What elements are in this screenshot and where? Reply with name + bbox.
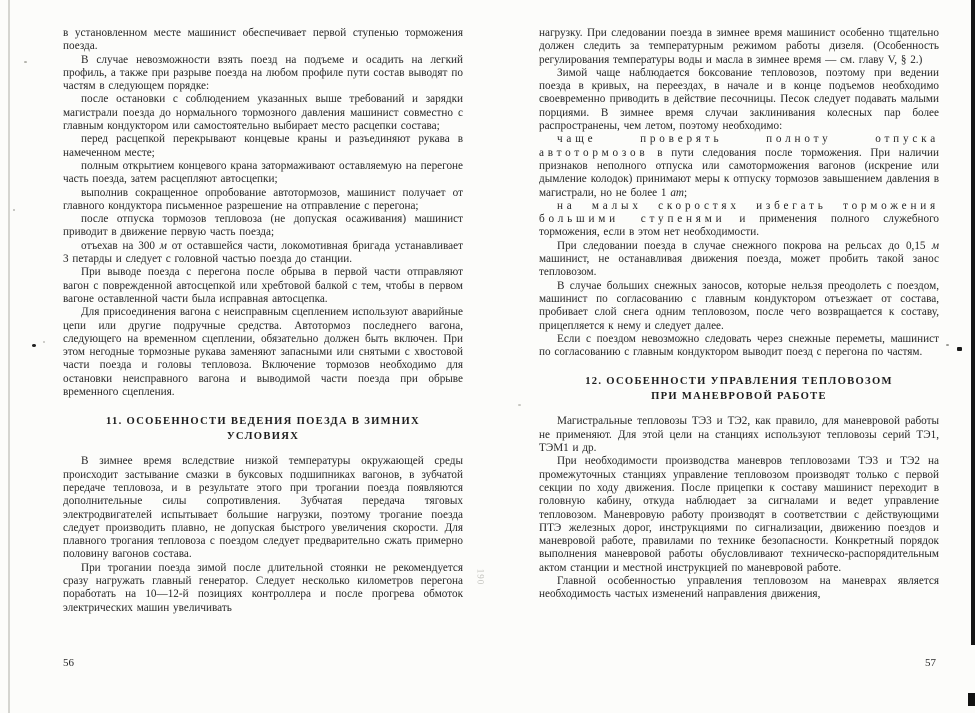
text-segment: машинист, не останавливая движения поезда, может пробить такой занос тепловозом. <box>539 253 939 279</box>
paragraph <box>63 306 463 399</box>
text-segment: выполнив сокращенное опробование автотормозов, машинист получает от главного кондуктора письменное разрешение на отправление с перегона; <box>63 186 463 212</box>
text-segment: В зимнее время вследствие низкой температуры окружающей среды происходит застывание смазки в буксовых подшипниках вагонов, в зубчатой передаче тепловоза, и в результате этого при трогании поезда появляются дополнительные силы сопротивления. Зубчатая передача тяговых электродвигателей испытывает большие нагрузки, поэтому трогание поезда следует производить плавно, не допуская быстрого увеличения скорости. Для плавного трогания тепловоза с поездом следует предварительно сжать примерно половину вагонов состава. <box>63 455 463 561</box>
text-segment: Главной особенностью управления тепловозом на маневрах является необходимость частых изменений направления движения, <box>539 574 939 601</box>
paragraph <box>63 54 463 94</box>
text-segment: ; <box>684 186 688 199</box>
scan-speck <box>32 344 36 347</box>
paragraph <box>539 455 939 575</box>
text-segment: в пути следования после торможения. При наличии признаков неполного отпуска или самоторможения вагонов (искрение или дымление колодок) принимают меры к отпуску тормозов завышением давления в магистрали, но не более 1 <box>539 146 939 199</box>
section-heading: 11. ОСОБЕННОСТИ ВЕДЕНИЯ ПОЕЗДА В ЗИМНИХ УСЛОВИЯХ <box>106 416 420 443</box>
scan-speck <box>43 341 45 343</box>
left-page-column <box>63 27 463 615</box>
text-segment: отъехав на 300 <box>81 239 160 252</box>
paragraph <box>63 27 463 54</box>
paragraph <box>539 333 939 360</box>
scan-speck <box>13 209 15 211</box>
text-segment: от оставшейся части, локомотивная бригада устанавливает 3 петарды и следует с головной частью поезда до станции. <box>63 239 463 266</box>
scan-speck <box>518 404 521 406</box>
text-segment: В случае невозможности взять поезд на подъеме и осадить на легкий профиль, а также при разрыве поезда на любом профиле пути состав выводят по частям в следующем порядке: <box>63 53 463 93</box>
text-segment: Зимой чаще наблюдается боксование тепловозов, поэтому при ведении поезда в кривых, на переездах, в начале и в конце подъемов необходимо своевременно приводить в действие песочницы. Песок следует подавать малыми порциями. В зимнее время случаи заклинивания колесных пар более распространены, чем летом, поэтому необходимо: <box>539 66 939 133</box>
paragraph <box>63 562 463 615</box>
paragraph <box>539 133 939 199</box>
paragraph <box>539 27 939 67</box>
paragraph <box>63 187 463 214</box>
section-heading: 12. ОСОБЕННОСТИ УПРАВЛЕНИЯ ТЕПЛОВОЗОМ ПРИ МАНЕВРОВОЙ РАБОТЕ <box>585 376 893 403</box>
text-segment: При следовании поезда в случае снежного покрова на рельсах до 0,15 <box>557 239 932 252</box>
paragraph <box>63 160 463 187</box>
paragraph <box>63 133 463 160</box>
paragraph <box>63 93 463 133</box>
paragraph <box>539 240 939 280</box>
paragraph <box>63 213 463 240</box>
text-segment: нагрузку. При следовании поезда в зимнее время машинист особенно тщательно должен следить за температурным режимом работы дизеля. (Особенность регулирования температуры воды и масла в зимнее время — см. главу V, § 2.) <box>539 27 939 66</box>
text-segment: после остановки с соблюдением указанных выше требований и зарядки магистрали поезда до нормального тормозного давления машинист совместно с главным кондуктором или самостоятельно выбирает место расцепки состава; <box>63 93 463 133</box>
paragraph <box>539 280 939 333</box>
text-segment: При выводе поезда с перегона после обрыва в первой части отправляют вагон с поврежденной автосцепкой или хребтовой балкой с тем, чтобы в первом вагоне оставленной части была исправная автосцепка. <box>63 266 463 305</box>
text-segment-italic: м <box>931 239 939 252</box>
text-segment-italic: ат <box>670 186 685 199</box>
text-segment: Если с поездом невозможно следовать через снежные переметы, машинист по согласованию с главным кондуктором выводит поезд с перегона по частям. <box>539 332 939 359</box>
text-segment: и применения полного служебного торможения, если в этом нет необходимости. <box>539 213 939 239</box>
text-segment: Магистральные тепловозы ТЭ3 и ТЭ2, как правило, для маневровой работы не применяют. Для этой цели на станциях используют тепловозы серий ТЭ1, ТЭМ1 и др. <box>539 415 939 455</box>
gutter-sheet-number: 190 <box>475 568 486 586</box>
text-segment-italic: м <box>159 239 167 252</box>
text-segment: Для присоединения вагона с неисправным сцеплением используют аварийные цепи или другие подручные средства. Автотормоз последнего вагона, следующего на временном сцеплении, обязательно должен быть включен. При этом негодные тормозные рукава заменяют запасными или снятыми с хвостовой части поезда и головы тепловоза. Включение тормозов необходимо для остановки неисправного вагона и выводимой части поезда при обрыве временного сцепления. <box>63 306 463 399</box>
paragraph <box>539 415 939 455</box>
scan-speck <box>957 347 962 351</box>
page-number-left: 56 <box>63 657 74 669</box>
paragraph <box>539 67 939 133</box>
text-segment: При необходимости производства маневров тепловозами ТЭ3 и ТЭ2 на промежуточных станциях управление тепловозом производят только с первой секции по ходу движения. После прицепки к составу машинист переходит в головную кабину, откуда наблюдает за сигналами и ведет управление тепловозом. Маневровую работу производят в соответствии с действующими ПТЭ железных дорог, инструкциями по сигнализации, движению поездов и маневровой работе, правилами по технике безопасности. Конкретный порядок выполнения маневровой работы обусловливают техническо-распорядительным актом станции и местной инструкцией по маневровой работе. <box>539 455 939 574</box>
text-segment: перед расцепкой перекрывают концевые краны и разъединяют рукава в намеченном месте; <box>63 133 463 159</box>
text-segment: после отпуска тормозов тепловоза (не допуская осаживания) машинист приводит в движение первую часть поезда; <box>63 213 463 239</box>
text-segment-spaced: чаще проверять полноту отпуска автотормозов <box>539 133 939 159</box>
paragraph <box>63 240 463 267</box>
scan-speck <box>24 61 27 63</box>
text-segment: полным открытием концевого крана затормаживают оставляемую на перегоне часть поезда, затем расцепляют автосцепки; <box>63 159 463 186</box>
text-segment: В случае больших снежных заносов, которые нельзя преодолеть с поездом, машинист по согласованию с главным кондуктором отъезжает от состава, пробивает слой снега одним тепловозом, после чего возвращается к составу, прицепляется к нему и следует далее. <box>539 279 939 332</box>
page-number-right: 57 <box>925 657 936 669</box>
text-segment-spaced: на малых скоростях избегать торможения большими ступенями <box>539 199 939 226</box>
paragraph <box>539 575 939 602</box>
scan-mark-right-bottom <box>968 693 975 706</box>
paragraph <box>539 200 939 240</box>
scan-edge-line-right <box>971 0 975 645</box>
text-segment: в установленном месте машинист обеспечивает первой ступенью торможения поезда. <box>63 27 463 53</box>
paragraph <box>63 455 463 561</box>
text-segment: При трогании поезда зимой после длительной стоянки не рекомендуется сразу нагружать главный генератор. Следует несколько километров перегона поработать на 10—12-й позициях контроллера и после прогрева обмоток электрических машин увеличивать <box>63 561 463 614</box>
scan-speck <box>946 344 949 346</box>
paragraph <box>63 266 463 306</box>
page-edge-line-left <box>8 0 10 713</box>
right-page-column <box>539 27 939 602</box>
